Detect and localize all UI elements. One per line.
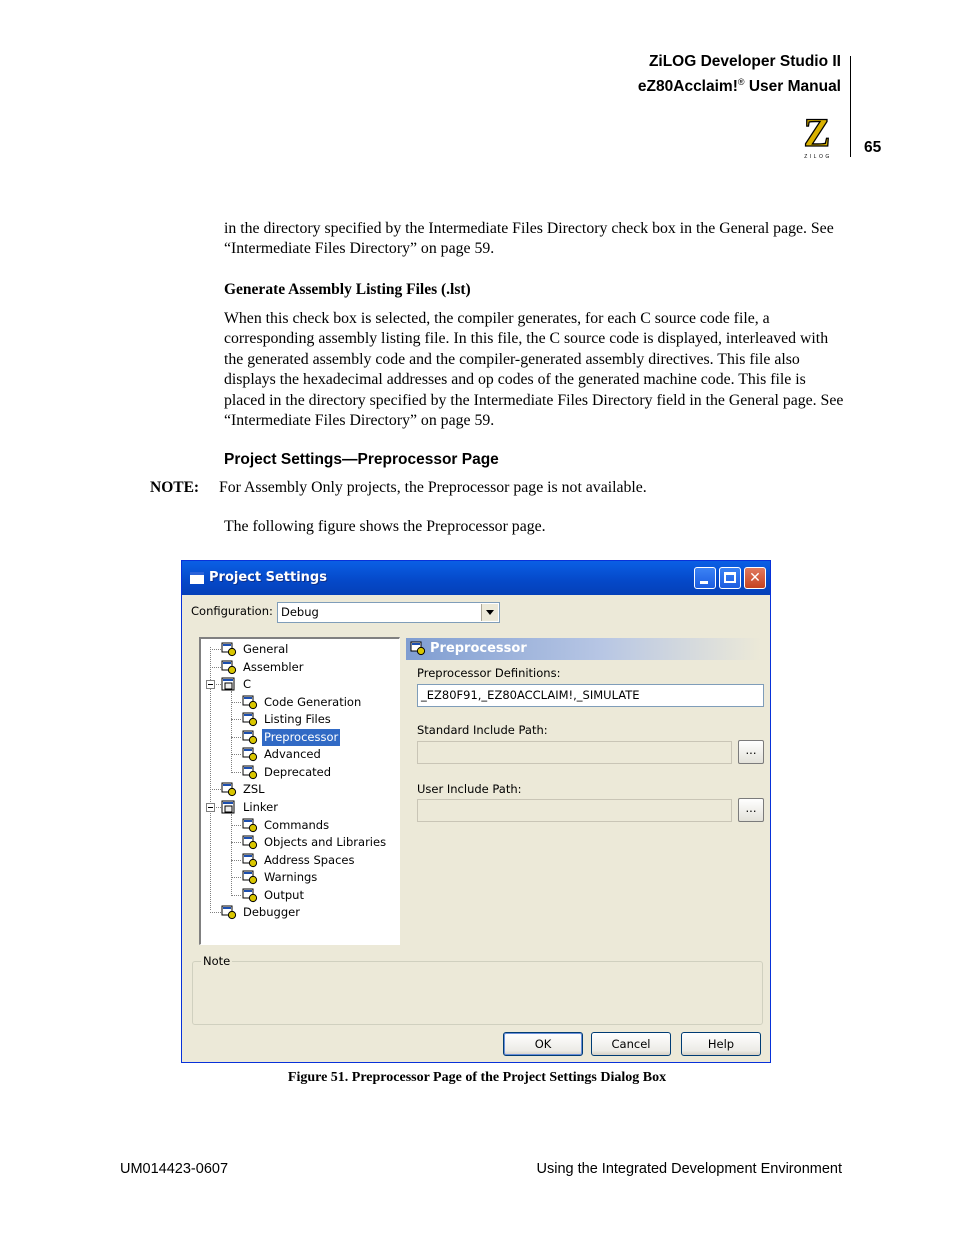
tree-connector-line (231, 814, 232, 896)
std-include-label: Standard Include Path: (417, 723, 548, 737)
tree-item-label: Deprecated (264, 764, 332, 779)
tree-item-label: Output (264, 887, 304, 902)
close-button[interactable] (744, 567, 766, 589)
header-divider (850, 56, 851, 157)
standard-include-path-input[interactable] (417, 741, 732, 764)
page-number: 65 (864, 139, 882, 156)
settings-page-icon (242, 765, 258, 780)
minimize-button[interactable] (694, 567, 716, 589)
dialog-title-bar[interactable] (182, 561, 770, 595)
footer-section: Using the Integrated Development Environment (536, 1161, 842, 1177)
tree-item-label: Debugger (243, 905, 300, 920)
maximize-button[interactable] (719, 567, 741, 589)
folder-page-icon (221, 677, 237, 692)
settings-page-icon (242, 818, 258, 833)
doc-subtitle: eZ80Acclaim!® User Manual (637, 77, 841, 96)
user-include-browse-button[interactable]: ... (738, 798, 764, 822)
note-label: NOTE: (150, 479, 200, 496)
tree-connector-line (231, 719, 241, 720)
heading-generate-listing: Generate Assembly Listing Files (.lst) (224, 281, 471, 298)
configuration-value: Debug (281, 605, 319, 619)
running-header (638, 52, 841, 97)
note-text: For Assembly Only projects, the Preprocessor page is not available. (219, 479, 647, 496)
footer-doc-id: UM014423-0607 (120, 1161, 229, 1177)
svg-text:Z: Z (803, 114, 831, 155)
close-icon: ✕ (749, 570, 761, 586)
tree-connector-line (210, 667, 221, 668)
tree-item-label: Assembler (243, 659, 304, 674)
pane-title: Preprocessor (430, 641, 527, 656)
user-include-path-input[interactable] (417, 799, 732, 822)
paragraph-listing-files: When this check box is selected, the compiler generates, for each C source code file, a corresponding assembly listing file. In this file, the C source code is displayed, interleaved with the generated assembly code and the compiler-generated assembly directives. This file also displays the hexadecimal addresses and op codes of the generated machine code. This file is placed in the directory specified by the Intermediate Files Directory field in the General page. See “Intermediate Files Directory” on page 59. (224, 310, 844, 430)
tree-connector-line (231, 825, 241, 826)
tree-connector-line (231, 842, 241, 843)
tree-connector-line (231, 754, 241, 755)
tree-item-label: General (243, 642, 289, 656)
tree-item-label: Advanced (264, 747, 321, 762)
settings-page-icon (242, 853, 258, 868)
tree-item-label: ZSL (243, 782, 265, 797)
minimize-icon (700, 581, 708, 584)
tree-connector-line (231, 860, 241, 861)
tree-connector-line (231, 691, 232, 773)
tree-item-label: Address Spaces (264, 852, 355, 867)
tree-item-label: C (243, 677, 252, 692)
std-include-browse-button[interactable]: ... (738, 740, 764, 764)
collapse-toggle[interactable] (206, 680, 215, 689)
tree-connector-line (231, 702, 241, 703)
cancel-button[interactable]: Cancel (591, 1032, 671, 1056)
settings-tree[interactable] (199, 637, 400, 945)
project-settings-dialog (181, 560, 771, 1063)
tree-connector-line (231, 877, 241, 878)
note-group (192, 954, 763, 1025)
preprocessor-definitions-input[interactable] (417, 684, 764, 707)
doc-title: ZiLOG Developer Studio II (648, 53, 841, 70)
pane-header (406, 638, 761, 660)
preprocessor-page-icon (410, 641, 426, 656)
help-button[interactable]: Help (681, 1032, 761, 1056)
dialog-title: Project Settings (209, 570, 327, 585)
settings-page-icon (242, 747, 258, 762)
tree-item-label: Code Generation (264, 694, 362, 709)
figure-caption: Figure 51. Preprocessor Page of the Project Settings Dialog Box (287, 1070, 667, 1085)
heading-preprocessor-page: Project Settings—Preprocessor Page (224, 451, 499, 468)
window-icon (190, 572, 204, 584)
settings-page-icon (242, 730, 258, 745)
tree-connector-line (231, 895, 241, 896)
tree-item-label: Warnings (264, 870, 318, 885)
collapse-toggle[interactable] (206, 803, 215, 812)
svg-text:ZILOG: ZILOG (804, 154, 832, 160)
tree-item-label: Listing Files (264, 712, 331, 727)
tree-connector-line (210, 789, 221, 790)
settings-page-icon (242, 712, 258, 727)
ok-button[interactable]: OK (503, 1032, 583, 1056)
settings-page-icon (242, 888, 258, 903)
defs-value: _EZ80F91,_EZ80ACCLAIM!,_SIMULATE (421, 688, 640, 702)
configuration-select[interactable] (277, 602, 500, 623)
maximize-icon (724, 572, 736, 583)
paragraph-intermediate-files: in the directory specified by the Intermediate Files Directory check box in the General page. See “Intermediate Files Directory” on page 59. (224, 220, 834, 258)
tree-connector-line (210, 912, 221, 913)
zilog-logo (795, 114, 841, 160)
tree-connector-line (231, 737, 241, 738)
folder-page-icon (221, 800, 237, 815)
defs-label: Preprocessor Definitions: (417, 666, 561, 680)
chevron-down-icon[interactable] (481, 604, 498, 621)
note-group-label: Note (203, 954, 231, 968)
settings-page-icon (221, 782, 237, 797)
tree-connector-line (210, 649, 221, 650)
tree-item-label: Objects and Libraries (264, 835, 387, 850)
tree-item-label: Linker (243, 799, 278, 814)
settings-page-icon (242, 835, 258, 850)
configuration-label: Configuration: (191, 604, 273, 618)
settings-page-icon (221, 905, 237, 920)
tree-connector-line (231, 772, 241, 773)
user-include-label: User Include Path: (417, 782, 522, 796)
paragraph-figure-intro: The following figure shows the Preprocessor page. (224, 518, 546, 535)
settings-page-icon (221, 660, 237, 675)
tree-item-label: Commands (264, 817, 330, 832)
tree-item-label: Preprocessor (264, 729, 339, 744)
settings-page-icon (242, 870, 258, 885)
settings-page-icon (242, 695, 258, 710)
settings-page-icon (221, 642, 237, 657)
